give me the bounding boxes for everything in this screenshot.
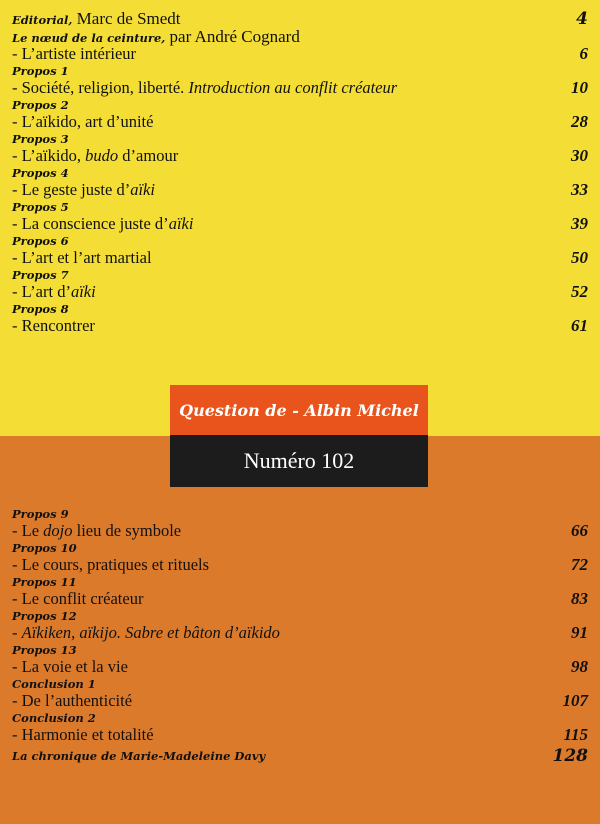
entry-title-italic: budo (85, 146, 119, 165)
page-number: 98 (571, 657, 588, 676)
entry-title-text: - L’aïkido, (12, 146, 86, 165)
table-of-contents-bottom (12, 507, 588, 767)
page-number: 115 (563, 725, 588, 744)
entry-title-text: - De l’authenticité (12, 691, 133, 710)
series-banner (170, 385, 428, 435)
entry-heading-text: Propos 7 (12, 268, 69, 282)
page-number: 33 (571, 180, 588, 199)
page-number: 52 (571, 282, 588, 301)
entry-title-italic: aïki (130, 180, 155, 199)
entry-heading-text: Propos 11 (12, 575, 77, 589)
entry-heading-text: Conclusion 1 (12, 677, 96, 691)
entry-heading (12, 643, 588, 657)
entry-title (12, 589, 588, 609)
entry-title-text: - L’art et l’art martial (12, 248, 152, 267)
entry-heading-text: Propos 8 (12, 302, 69, 316)
entry-heading (12, 8, 588, 30)
entry-heading-text: La chronique de Marie-Madeleine Davy (12, 749, 266, 763)
entry-heading-text: Propos 12 (12, 609, 77, 623)
issue-banner (170, 435, 428, 487)
toc-entry (12, 27, 588, 64)
entry-heading (12, 507, 588, 521)
entry-heading-text: Propos 5 (12, 200, 69, 214)
entry-heading (12, 677, 588, 691)
page-number: 10 (571, 78, 588, 97)
entry-author: Marc de Smedt (72, 9, 181, 28)
entry-title-text: - La conscience juste d’ (12, 214, 169, 233)
entry-title (12, 112, 588, 132)
entry-heading (12, 268, 588, 282)
entry-heading-text: Propos 10 (12, 541, 77, 555)
entry-heading-text: Le nœud de la ceinture, (12, 31, 166, 45)
toc-entry (12, 268, 588, 302)
entry-heading-text: Propos 3 (12, 132, 69, 146)
toc-entry (12, 200, 588, 234)
entry-title-text: - Rencontrer (12, 316, 95, 335)
entry-title-italic: Aïkiken, aïkijo. Sabre et bâton d’aïkido (21, 623, 280, 642)
entry-heading-text: Propos 9 (12, 507, 69, 521)
entry-title-italic: Introduction au conflit créateur (188, 78, 398, 97)
entry-heading (12, 541, 588, 555)
entry-heading-text: Propos 13 (12, 643, 77, 657)
entry-title (12, 248, 588, 268)
entry-title (12, 146, 588, 166)
entry-heading-text: Propos 2 (12, 98, 69, 112)
entry-heading (12, 200, 588, 214)
toc-entry (12, 541, 588, 575)
entry-heading (12, 166, 588, 180)
entry-heading (12, 575, 588, 589)
table-of-contents-top (12, 8, 588, 336)
entry-heading (12, 745, 588, 767)
entry-title-text: - Société, religion, liberté. (12, 78, 189, 97)
toc-entry (12, 507, 588, 541)
entry-title-text: - (12, 623, 22, 642)
entry-title-text: - La voie et la vie (12, 657, 128, 676)
entry-heading-text: Propos 4 (12, 166, 69, 180)
entry-title (12, 521, 588, 541)
entry-heading-text: Propos 6 (12, 234, 69, 248)
entry-heading-text: Propos 1 (12, 64, 69, 78)
toc-entry (12, 132, 588, 166)
toc-entry (12, 234, 588, 268)
entry-title-text: - Harmonie et totalité (12, 725, 154, 744)
toc-entry (12, 745, 588, 767)
page-number: 28 (571, 112, 588, 131)
page-number: 128 (552, 746, 588, 766)
toc-entry (12, 677, 588, 711)
entry-title-italic: aïki (70, 282, 96, 301)
toc-entry (12, 166, 588, 200)
page-number: 61 (571, 316, 588, 335)
toc-entry (12, 302, 588, 336)
entry-title (12, 316, 588, 336)
page-number: 50 (571, 248, 588, 267)
entry-heading (12, 132, 588, 146)
page-number: 4 (576, 9, 588, 29)
toc-entry (12, 609, 588, 643)
entry-title (12, 725, 588, 745)
issue-number: Numéro 102 (243, 448, 355, 473)
entry-title-rest: lieu de symbole (72, 521, 182, 540)
entry-title (12, 180, 588, 200)
toc-entry (12, 711, 588, 745)
entry-heading (12, 302, 588, 316)
entry-title (12, 282, 588, 302)
entry-title-rest: d’amour (118, 146, 179, 165)
entry-heading (12, 609, 588, 623)
toc-entry (12, 575, 588, 609)
entry-title-text: - L’aïkido, art d’unité (12, 112, 154, 131)
entry-heading (12, 27, 588, 46)
entry-heading-text: Editorial, (12, 13, 73, 27)
entry-title (12, 78, 588, 98)
entry-heading (12, 711, 588, 725)
entry-title-text: - Le geste juste d’ (12, 180, 131, 199)
entry-heading (12, 234, 588, 248)
page-number: 39 (571, 214, 588, 233)
entry-title-text: - Le cours, pratiques et rituels (12, 555, 210, 574)
entry-title-text: - Le conflit créateur (12, 589, 144, 608)
entry-title-text: - Le (12, 521, 44, 540)
entry-title (12, 691, 588, 711)
entry-title (12, 214, 588, 234)
entry-title (12, 44, 588, 64)
toc-entry (12, 64, 588, 98)
entry-title (12, 555, 588, 575)
page-number: 30 (571, 146, 588, 165)
page-number: 83 (571, 589, 588, 608)
page-number: 72 (571, 555, 588, 574)
entry-title (12, 623, 588, 643)
series-title: Question de - Albin Michel (179, 400, 419, 420)
entry-title-text: - L’art d’ (12, 282, 71, 301)
entry-title-text: - L’artiste intérieur (12, 44, 137, 63)
entry-author: par André Cognard (165, 27, 300, 46)
entry-title (12, 657, 588, 677)
page-number: 66 (571, 521, 588, 540)
toc-entry (12, 98, 588, 132)
entry-heading (12, 98, 588, 112)
entry-title-italic: aïki (168, 214, 194, 233)
page-number: 91 (571, 623, 588, 642)
entry-title-italic: dojo (43, 521, 73, 540)
page-number: 6 (579, 44, 588, 63)
entry-heading (12, 64, 588, 78)
entry-heading-text: Conclusion 2 (12, 711, 96, 725)
toc-entry (12, 643, 588, 677)
toc-entry (12, 8, 588, 30)
page-number: 107 (562, 691, 588, 710)
